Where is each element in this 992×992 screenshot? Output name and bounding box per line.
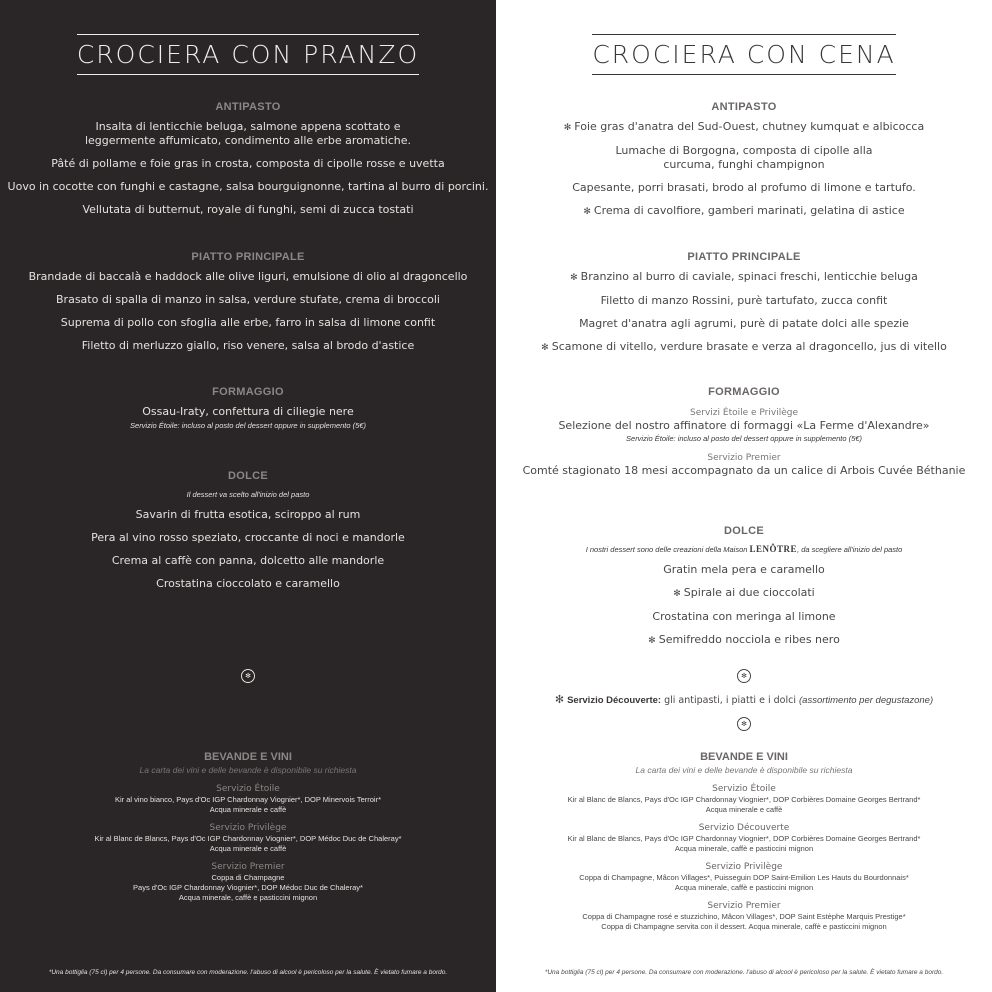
menu-item: Filetto di manzo Rossini, purè tartufato, zucca confit xyxy=(600,294,888,307)
star-icon: ✻ xyxy=(570,273,578,283)
dinner-antipasto-section xyxy=(496,101,992,228)
service-name: Servizio Premier xyxy=(707,453,781,463)
service-name: Servizio Découverte xyxy=(698,823,790,833)
beverage-line: Coppa di Champagne rosé e stuzzichino, Mâcon Villages*, DOP Saint Estèphe Marquis Prestige* xyxy=(582,912,906,921)
service-name: Servizi Étoile e Privilège xyxy=(690,408,798,418)
section-heading: DOLCE xyxy=(228,470,268,482)
beverage-service xyxy=(0,823,496,854)
menu-item: ✻ Crema di cavolfiore, gamberi marinati, gelatina di astice xyxy=(583,204,905,217)
menu-item: Gratin mela pera e caramello xyxy=(663,563,825,576)
menu-item: Filetto di merluzzo giallo, riso venere, salsa al brodo d'astice xyxy=(81,339,415,352)
section-heading: PIATTO PRINCIPALE xyxy=(191,251,305,263)
dinner-dolce-section xyxy=(496,525,992,657)
menu-item: Brandade di baccalà e haddock alle olive liguri, emulsione di olio al dragoncello xyxy=(28,270,468,283)
menu-item: Insalta di lenticchie beluga, salmone appena scottato e leggermente affumicato, condimento alle erbe aromatiche. xyxy=(84,120,412,147)
dinner-menu-panel xyxy=(496,0,992,992)
menu-item: Lumache di Borgogna, composta di cipolle alla curcuma, funghi champignon xyxy=(615,144,873,171)
lunch-principale-section xyxy=(0,251,496,362)
dessert-note: Il dessert va scelto all'inizio del pasto xyxy=(186,490,310,499)
beverage-line: Coppa di Champagne, Mâcon Villages*, Puisseguin DOP Saint-Emilion Les Hauts du Bourdonnais* xyxy=(579,873,909,882)
beverage-line: Acqua minerale, caffè e pasticcini mignon xyxy=(674,844,814,853)
lunch-formaggio-section xyxy=(0,386,496,431)
menu-item: ✻ Foie gras d'anatra del Sud-Ouest, chutney kumquat e albicocca xyxy=(563,120,925,133)
lunch-beverages-section xyxy=(0,751,496,911)
footer-disclaimer: *Una bottiglia (75 cl) per 4 persone. Da consumare con moderazione. l'abuso di alcool è pericoloso per la salute. È vietato fumare a bordo. xyxy=(48,969,448,976)
section-heading: ANTIPASTO xyxy=(711,101,777,113)
beverage-line: Kir al Blanc de Blancs, Pays d'Oc IGP Chardonnay Viognier*, DOP Corbières Domaine Georges Bertrand* xyxy=(567,795,921,804)
menu-item: ✻ Semifreddo nocciola e ribes nero xyxy=(648,633,840,646)
menu-item: ✻ Scamone di vitello, verdure brasate e verza al dragoncello, jus di vitello xyxy=(541,340,947,353)
star-emblem-icon: ✻ xyxy=(241,669,255,683)
service-name: Servizio Étoile xyxy=(712,784,776,794)
beverage-line: Kir al Blanc de Blancs, Pays d'Oc IGP Chardonnay Viognier*, DOP Corbières Domaine Georges Bertrand* xyxy=(567,834,921,843)
star-emblem-icon: ✻ xyxy=(737,717,751,731)
beverage-line: Acqua minerale e caffè xyxy=(209,805,287,814)
dinner-beverages-section xyxy=(496,751,992,940)
dinner-formaggio-section xyxy=(496,386,992,487)
beverage-line: Kir al vino bianco, Pays d'Oc IGP Chardonnay Viognier*, DOP Minervois Terroir* xyxy=(114,795,381,804)
section-heading: FORMAGGIO xyxy=(212,386,284,398)
beverage-line: Acqua minerale e caffè xyxy=(209,844,287,853)
menu-item: Ossau-Iraty, confettura di ciliegie nere xyxy=(142,405,354,418)
beverage-service xyxy=(0,784,496,815)
lenotre-logo: LENÔTRE xyxy=(749,544,798,554)
menu-item: Capesante, porri brasati, brodo al profumo di limone e tartufo. xyxy=(572,181,916,194)
dessert-note: I nostri dessert sono delle creazioni della Maison LENÔTRE, da scegliere all'inizio del pasto xyxy=(585,544,903,554)
menu-item: Uovo in cocotte con funghi e castagne, salsa bourguignonne, tartina al burro di porcini. xyxy=(7,180,489,193)
dinner-title: CROCIERA CON CENA xyxy=(592,34,895,75)
menu-item: Pera al vino rosso speziato, croccante di noci e mandorle xyxy=(91,531,405,544)
beverage-service xyxy=(496,823,992,854)
service-name: Servizio Privilège xyxy=(209,823,287,833)
beverage-service xyxy=(0,862,496,903)
menu-item: Comté stagionato 18 mesi accompagnato da un calice di Arbois Cuvée Béthanie xyxy=(522,464,966,477)
star-icon: ✻ xyxy=(563,123,572,133)
footer-disclaimer: *Una bottiglia (75 cl) per 4 persone. Da consumare con moderazione. l'abuso di alcool è pericoloso per la salute. È vietato fumare a bordo. xyxy=(544,969,944,976)
service-name: Servizio Étoile xyxy=(216,784,280,794)
menu-item: Savarin di frutta esotica, sciroppo al rum xyxy=(135,508,361,521)
menu-item: Pâté di pollame e foie gras in crosta, composta di cipolle rosse e uvetta xyxy=(51,157,445,170)
service-name: Servizio Premier xyxy=(707,901,781,911)
beverage-line: Coppa di Champagne servita con il dessert. Acqua minerale, caffè e pasticcini mignon xyxy=(601,922,887,931)
lunch-title: CROCIERA CON PRANZO xyxy=(77,34,419,75)
star-icon: ✻ xyxy=(583,207,591,217)
menu-item: Crostatina cioccolato e caramello xyxy=(156,577,340,590)
menu-item: Brasato di spalla di manzo in salsa, verdure stufate, crema di broccoli xyxy=(56,293,440,306)
section-heading: FORMAGGIO xyxy=(708,386,780,398)
beverage-service xyxy=(496,784,992,815)
section-heading: BEVANDE E VINI xyxy=(700,751,788,763)
beverage-line: Acqua minerale, caffè e pasticcini mignon xyxy=(674,883,814,892)
service-note: Servizio Étoile: incluso al posto del dessert oppure in supplemento (5€) xyxy=(130,421,366,430)
section-heading: ANTIPASTO xyxy=(215,101,281,113)
beverage-service xyxy=(496,862,992,893)
star-icon: ✻ xyxy=(673,589,681,599)
star-icon: ✻ xyxy=(648,636,656,646)
beverage-line: Pays d'Oc IGP Chardonnay Viognier*, DOP Médoc Duc de Chaleray* xyxy=(133,883,363,892)
beverage-line: Acqua minerale e caffè xyxy=(705,805,783,814)
star-icon: ✻ xyxy=(554,693,565,706)
service-note: Servizio Étoile: incluso al posto del dessert oppure in supplemento (5€) xyxy=(626,434,862,443)
menu-item: ✻ Branzino al burro di caviale, spinaci freschi, lenticchie beluga xyxy=(570,270,918,283)
star-icon: ✻ xyxy=(541,343,549,353)
dinner-principale-section xyxy=(496,251,992,364)
section-heading: DOLCE xyxy=(724,525,764,537)
beverage-service xyxy=(496,901,992,932)
menu-item: Suprema di pollo con sfoglia alle erbe, farro in salsa di limone confit xyxy=(60,316,436,329)
section-heading: BEVANDE E VINI xyxy=(204,751,292,763)
decouverte-note: ✻ Servizio Découverte: gli antipasti, i piatti e i dolci (assortimento per degustazone) xyxy=(554,693,934,706)
beverages-note: La carta dei vini e delle bevande è disponibile su richiesta xyxy=(139,765,357,775)
beverage-line: Acqua minerale, caffè e pasticcini mignon xyxy=(178,893,318,902)
star-emblem-icon: ✻ xyxy=(737,669,751,683)
menu-item: Vellutata di butternut, royale di funghi, semi di zucca tostati xyxy=(82,203,414,216)
lunch-dolce-section xyxy=(0,470,496,600)
menu-item: Magret d'anatra agli agrumi, purè di patate dolci alle spezie xyxy=(579,317,909,330)
menu-item: Crostatina con meringa al limone xyxy=(652,610,836,623)
service-name: Servizio Privilège xyxy=(705,862,783,872)
lunch-antipasto-section xyxy=(0,101,496,226)
beverage-line: Coppa di Champagne xyxy=(211,873,285,882)
menu-item: Crema al caffè con panna, dolcetto alle mandorle xyxy=(111,554,385,567)
service-name: Servizio Premier xyxy=(211,862,285,872)
beverage-line: Kir al Blanc de Blancs, Pays d'Oc IGP Chardonnay Viognier*, DOP Médoc Duc de Chaleray* xyxy=(94,834,402,843)
menu-item: ✻ Spirale ai due cioccolati xyxy=(673,586,815,599)
menu-item: Selezione del nostro affinatore di formaggi «La Ferme d'Alexandre» xyxy=(558,419,930,432)
section-heading: PIATTO PRINCIPALE xyxy=(687,251,801,263)
beverages-note: La carta dei vini e delle bevande è disponibile su richiesta xyxy=(635,765,853,775)
